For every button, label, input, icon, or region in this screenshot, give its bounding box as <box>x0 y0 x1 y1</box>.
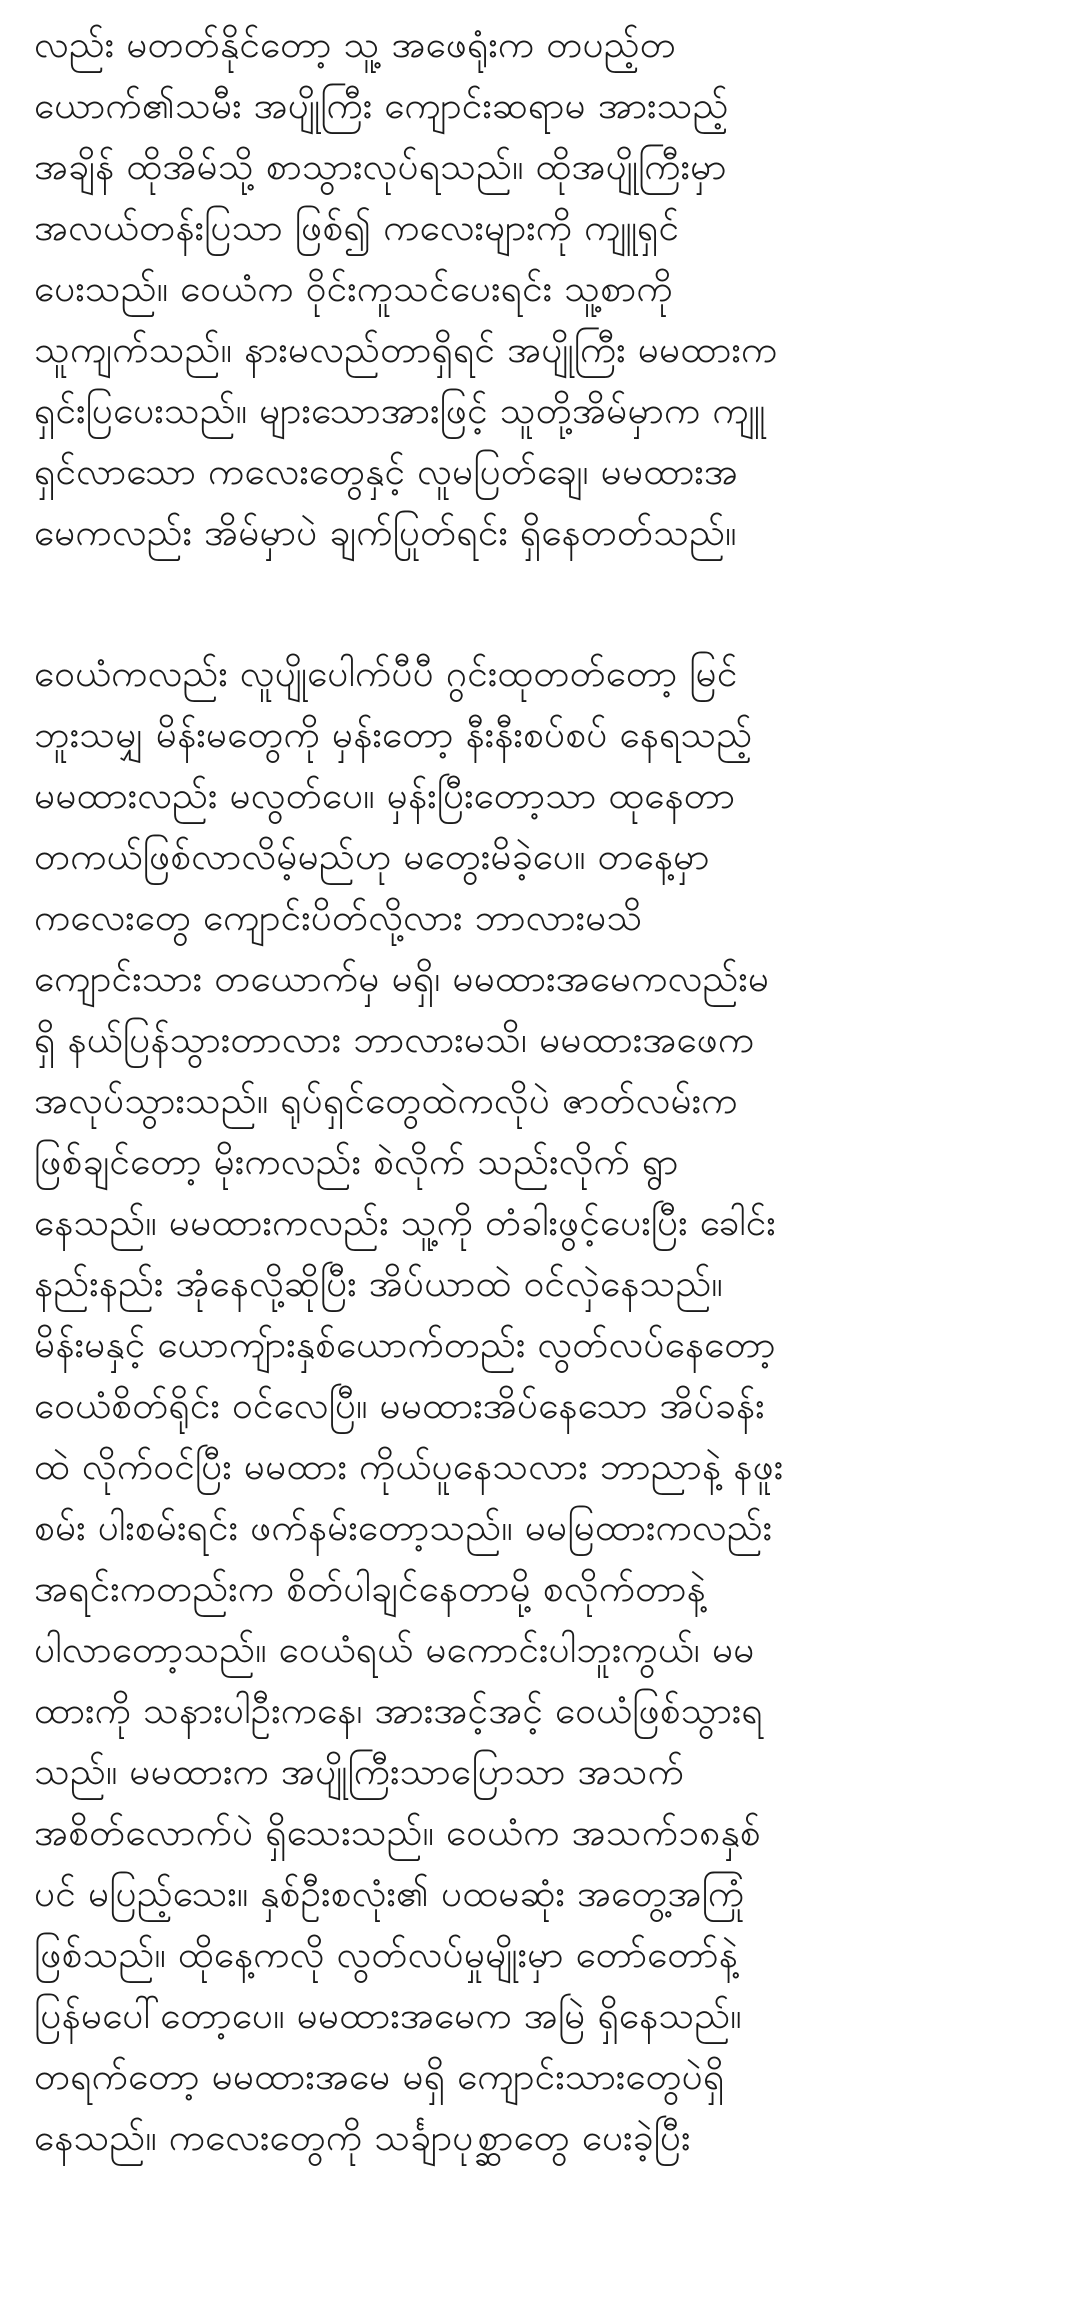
text-line: ရှိ နယ်ပြန်သွားတာလား ဘာလားမသိ၊ မမထားအဖေက <box>34 1018 755 1061</box>
text-line: တကယ်ဖြစ်လာလိမ့်မည်ဟု မတွေးမိခဲ့ပေ။ တနေ့မှာ <box>34 835 710 878</box>
text-line: ဝေယံကလည်း လူပျိုပေါက်ပီပီ ဂွင်းထုတတ်တော့ မြင် <box>34 652 738 695</box>
text-line: ပေးသည်။ ဝေယံက ဝိုင်းကူသင်ပေးရင်း သူ့စာကို <box>34 267 673 310</box>
text-line: နေသည်။ ကလေးတွေကို သင်္ချာပုစ္ဆာတွေ ပေးခဲ့ပြီး <box>34 2116 691 2159</box>
paragraph-1 <box>0 14 1080 563</box>
text-line: ရှင်လာသော ကလေးတွေနှင့် လူမပြတ်ချေ၊ မမထားအ <box>34 450 739 493</box>
text-line: အရင်းကတည်းက စိတ်ပါချင်နေတာမို့ စလိုက်တာနဲ့ <box>34 1567 706 1610</box>
text-line: သည်။ မမထားက အပျိုကြီးသာပြောသာ အသက် <box>34 1750 684 1793</box>
text-line: သူကျက်သည်။ နားမလည်တာရှိရင် အပျိုကြီး မမထားက <box>34 328 778 371</box>
text-line: ယောက်၏သမီး အပျိုကြီး ကျောင်းဆရာမ အားသည့် <box>34 84 729 127</box>
text-line: ဘူးသမျှ မိန်းမတွေကို မှန်းတော့ နီးနီးစပ်စပ် နေရသည့် <box>34 713 753 756</box>
text-line: အစိတ်လောက်ပဲ ရှိသေးသည်။ ဝေယံက အသက်၁၈နှစ် <box>34 1811 761 1854</box>
text-line: ပင် မပြည့်သေး။ နှစ်ဦးစလုံး၏ ပထမဆုံး အတွေ့အကြုံ <box>34 1872 745 1915</box>
text-line: လည်း မတတ်နိုင်တော့ သူ့ အဖေရုံးက တပည့်တ <box>34 23 676 66</box>
text-line: အချိန် ထိုအိမ်သို့ စာသွားလုပ်ရသည်။ ထိုအပျိုကြီးမှာ <box>34 145 727 188</box>
text-line: ဖြစ်သည်။ ထိုနေ့ကလို လွတ်လပ်မှုမျိုးမှာ တော်တော်နဲ့ <box>34 1933 738 1976</box>
text-line: မေကလည်း အိမ်မှာပဲ ချက်ပြုတ်ရင်း ရှိနေတတ်သည်။ <box>34 511 737 554</box>
text-line: ဖြစ်ချင်တော့ မိုးကလည်း စဲလိုက် သည်းလိုက် ရွာ <box>34 1140 679 1183</box>
text-line: နေသည်။ မမထားကလည်း သူ့ကို တံခါးဖွင့်ပေးပြီး ခေါင်း <box>34 1201 776 1244</box>
text-line: ကျောင်းသား တယောက်မှ မရှိ၊ မမထားအမေကလည်းမ <box>34 957 770 1000</box>
text-line: ထားကို သနားပါဦးကနေ၊ အားအင့်အင့် ဝေယံဖြစ်သွားရ <box>34 1689 763 1732</box>
text-line: ကလေးတွေ ကျောင်းပိတ်လို့လား ဘာလားမသိ <box>34 896 643 939</box>
text-line: အလုပ်သွားသည်။ ရုပ်ရှင်တွေထဲကလိုပဲ ဇာတ်လမ်းက <box>34 1079 738 1122</box>
text-line: တရက်တော့ မမထားအမေ မရှိ ကျောင်းသားတွေပဲရှိ <box>34 2055 725 2098</box>
text-line: ပြန်မပေါ်တော့ပေ။ မမထားအမေက အမြဲ ရှိနေသည်။ <box>34 1994 742 2037</box>
text-line: ရှင်းပြပေးသည်။ များသောအားဖြင့် သူတို့အိမ်မှာက ကျူ <box>34 389 766 432</box>
text-line: မိန်းမနှင့် ယောကျ်ားနှစ်ယောက်တည်း လွတ်လပ်နေတော့ <box>34 1323 776 1366</box>
paragraph-2 <box>0 643 1080 2168</box>
text-line: နည်းနည်း အုံနေလို့ဆိုပြီး အိပ်ယာထဲ ဝင်လှဲနေသည်။ <box>34 1262 723 1305</box>
text-line: ထဲ လိုက်ဝင်ပြီး မမထား ကိုယ်ပူနေသလား ဘာညာနဲ့ နဖူး <box>34 1445 784 1488</box>
text-line: မမထားလည်း မလွတ်ပေ။ မှန်းပြီးတော့သာ ထုနေတာ <box>34 774 736 817</box>
text-line: စမ်း ပါးစမ်းရင်း ဖက်နမ်းတော့သည်။ မမမြထားကလည်း <box>34 1506 773 1549</box>
text-line: ဝေယံစိတ်ရိုင်း ဝင်လေပြီ။ မမထားအိပ်နေသော အိပ်ခန်း <box>34 1384 765 1427</box>
text-line: ပါလာတော့သည်။ ဝေယံရယ် မကောင်းပါဘူးကွယ်၊ မမ <box>34 1628 755 1671</box>
text-line: အလယ်တန်းပြသာ ဖြစ်၍ ကလေးများကို ကျူရှင် <box>34 206 680 249</box>
